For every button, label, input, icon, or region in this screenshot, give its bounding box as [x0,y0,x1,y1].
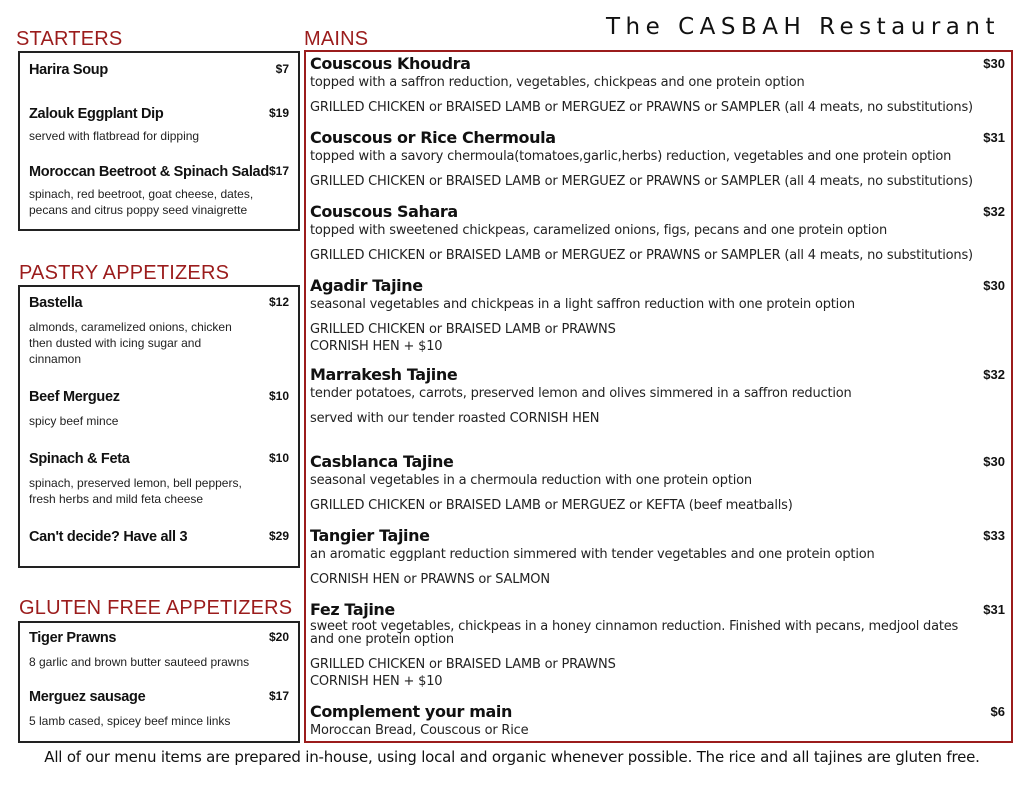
item-price: $29 [268,529,289,543]
item-name: Harira Soup [29,62,108,78]
main-item [310,276,1007,356]
item-description: spicy beef mince [29,414,119,428]
item-price: $17 [268,689,289,703]
main-name: Couscous Sahara [310,202,458,221]
restaurant-title: The CASBAH Restaurant [605,14,1000,40]
item-name: Can't decide? Have all 3 [29,529,188,545]
main-options: GRILLED CHICKEN or BRAISED LAMB or MERGUEZ or KEFTA (beef meatballs) [310,498,793,513]
item-name: Spinach & Feta [29,451,130,467]
item-description: 5 lamb cased, spicey beef mince links [29,714,231,728]
item-price: $19 [268,106,289,120]
main-item [310,702,1007,742]
main-description: an aromatic eggplant reduction simmered with tender vegetables and one protein option [310,547,875,562]
mains-heading: MAINS [304,28,369,50]
main-description: topped with a savory chermoula(tomatoes,garlic,herbs) reduction, vegetables and one protein option [310,149,952,164]
main-name: Tangier Tajine [310,526,430,545]
main-item [310,128,1007,192]
menu-item [29,689,289,729]
main-item [310,526,1007,590]
mains-box [304,50,1013,743]
item-price: $10 [268,451,289,465]
main-name: Casblanca Tajine [310,452,454,471]
main-price: $30 [983,454,1005,469]
main-description: topped with sweetened chickpeas, caramelized onions, figs, pecans and one protein option [310,223,887,238]
main-name: Marrakesh Tajine [310,365,458,384]
item-price: $10 [268,389,289,403]
main-price: $6 [990,704,1005,719]
menu-item [29,630,289,670]
item-price: $12 [268,295,289,309]
starters-box [18,51,300,231]
item-description-line: pecans and citrus poppy seed vinaigrette [29,203,248,217]
main-options: CORNISH HEN or PRAWNS or SALMON [310,572,550,587]
main-price: $32 [983,204,1005,219]
item-description-line: almonds, caramelized onions, chicken [29,320,232,334]
footer-note: All of our menu items are prepared in-house, using local and organic whenever possible. The rice and all tajines are gluten free. [44,748,980,766]
gluten-free-heading: GLUTEN FREE APPETIZERS [19,597,293,619]
starters-heading: STARTERS [16,28,123,50]
main-item [310,202,1007,266]
item-description-line: spinach, preserved lemon, bell peppers, [29,476,242,490]
main-options: GRILLED CHICKEN or BRAISED LAMB or PRAWNS [310,322,616,337]
main-name: Couscous Khoudra [310,54,471,73]
item-description-line: fresh herbs and mild feta cheese [29,492,204,506]
gluten-free-box [18,621,300,743]
item-name: Bastella [29,295,83,311]
item-name: Merguez sausage [29,689,146,705]
menu-item [29,106,289,146]
menu-item [29,529,289,549]
item-description-line: then dusted with icing sugar and [29,336,202,350]
main-description: seasonal vegetables in a chermoula reduction with one protein option [310,473,752,488]
main-price: $33 [983,528,1005,543]
item-name: Tiger Prawns [29,630,117,646]
item-name: Moroccan Beetroot & Spinach Salad [29,164,269,180]
main-name: Fez Tajine [310,600,395,619]
main-item [310,600,1007,694]
item-description-line: spinach, red beetroot, goat cheese, dates, [29,187,254,201]
main-price: $30 [983,278,1005,293]
main-price: $31 [983,602,1005,617]
item-price: $20 [268,630,289,644]
main-options: GRILLED CHICKEN or BRAISED LAMB or MERGUEZ or PRAWNS or SAMPLER (all 4 meats, no substitutions) [310,248,973,263]
main-options: CORNISH HEN + $10 [310,674,443,689]
main-description: seasonal vegetables and chickpeas in a light saffron reduction with one protein option [310,297,855,312]
main-item [310,54,1007,118]
main-name: Complement your main [310,702,512,721]
main-item [310,452,1007,516]
main-options: CORNISH HEN + $10 [310,339,443,354]
main-options: GRILLED CHICKEN or BRAISED LAMB or MERGUEZ or PRAWNS or SAMPLER (all 4 meats, no substitutions) [310,100,973,115]
main-item [310,365,1007,429]
item-price: $17 [268,164,289,178]
main-name: Couscous or Rice Chermoula [310,128,556,147]
item-name: Zalouk Eggplant Dip [29,106,164,122]
menu-item [29,451,289,507]
main-description-line: sweet root vegetables, chickpeas in a honey cinnamon reduction. Finished with pecans, medjool dates [310,619,959,634]
pastry-box [18,285,300,568]
main-description: tender potatoes, carrots, preserved lemon and olives simmered in a saffron reduction [310,386,852,401]
pastry-heading: PASTRY APPETIZERS [19,262,230,284]
menu-item [29,295,289,365]
main-description: Moroccan Bread, Couscous or Rice [310,723,529,738]
item-description-line: cinnamon [29,352,82,366]
item-description: served with flatbread for dipping [29,129,200,143]
main-description: topped with a saffron reduction, vegetables, chickpeas and one protein option [310,75,805,90]
main-description-line: and one protein option [310,632,454,647]
menu-item [29,389,289,429]
main-price: $31 [983,130,1005,145]
main-options: GRILLED CHICKEN or BRAISED LAMB or MERGUEZ or PRAWNS or SAMPLER (all 4 meats, no substitutions) [310,174,973,189]
main-price: $32 [983,367,1005,382]
main-options: GRILLED CHICKEN or BRAISED LAMB or PRAWNS [310,657,616,672]
item-price: $7 [275,62,289,76]
main-options: served with our tender roasted CORNISH HEN [310,411,600,426]
main-price: $30 [983,56,1005,71]
item-description: 8 garlic and brown butter sauteed prawns [29,655,250,669]
menu-item [29,164,289,224]
menu-item [29,62,289,82]
item-name: Beef Merguez [29,389,120,405]
main-name: Agadir Tajine [310,276,423,295]
